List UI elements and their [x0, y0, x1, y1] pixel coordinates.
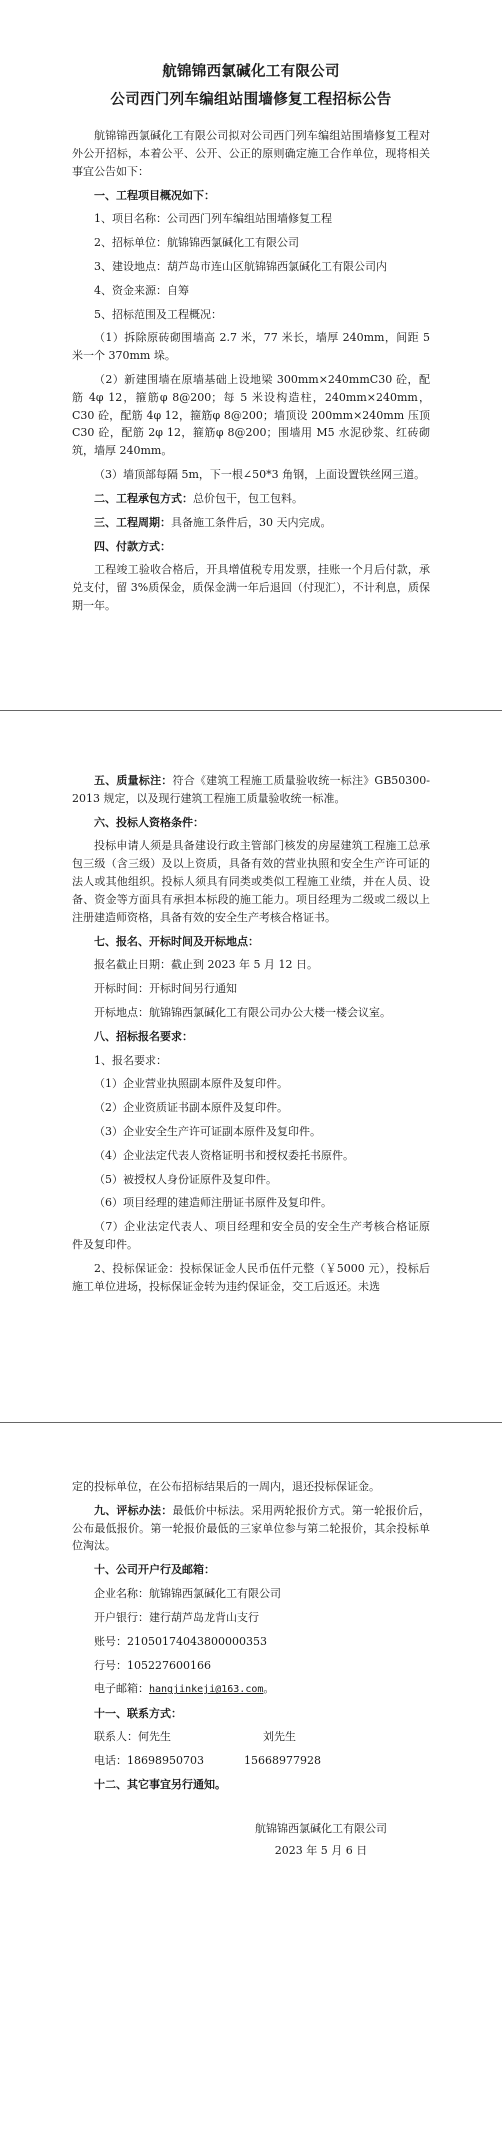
s8-deposit-part-a: 2、投标保证金：投标保证金人民币伍仟元整（￥5000 元），投标后施工单位进场，投标保证金转为违约保证金，交工后返还。未选 [72, 1261, 430, 1293]
section-8-heading: 八、招标报名要求： [94, 1029, 193, 1043]
s7-item-3: 开标地点：航锦锦西氯碱化工有限公司办公大楼一楼会议室。 [94, 1005, 391, 1019]
section-9-text: 最低价中标法。采用两轮报价方式。第一轮报价后，公布最低报价。第一轮报价最低的三家单位参与第二轮报价，其余投标单位淘汰。 [72, 1503, 431, 1553]
section-5-text: 符合《建筑工程施工质量验收统一标注》GB50300-2013 规定，以及现行建筑工程施工质量验收统一标准。 [72, 774, 430, 805]
s8-item-5: （5）被授权人身份证原件及复印件。 [94, 1172, 277, 1186]
contact-2: 刘先生 [263, 1730, 296, 1744]
s8-deposit-part-b: 定的投标单位，在公布招标结果后的一周内，退还投标保证金。 [72, 1480, 380, 1493]
phone-label: 电话： [94, 1754, 127, 1768]
email-end: 。 [263, 1682, 275, 1696]
section-3-heading: 三、工程周期： [94, 515, 171, 529]
s1-item-4: 4、资金来源：自筹 [94, 283, 189, 297]
section-11-heading: 十一、联系方式： [94, 1706, 182, 1720]
section-3-text: 具备施工条件后，30 天内完成。 [171, 515, 332, 529]
s1-item-3: 3、建设地点：葫芦岛市连山区航锦锦西氯碱化工有限公司内 [94, 259, 387, 273]
page-divider-1 [0, 710, 502, 711]
s7-item-2: 开标时间：开标时间另行通知 [94, 982, 237, 996]
section-9 [72, 1502, 430, 1555]
page-2-content [72, 772, 430, 1302]
s10-item-3: 账号：21050174043800000353 [94, 1634, 267, 1648]
section-2-heading: 二、工程承包方式： [94, 491, 193, 505]
phone-1: 18698950703 [127, 1754, 204, 1768]
section-1-heading: 一、工程项目概况如下： [94, 188, 215, 202]
email-label: 电子邮箱： [94, 1682, 149, 1696]
s10-item-2: 开户银行：建行葫芦岛龙背山支行 [94, 1610, 259, 1624]
section-12-heading: 十二、其它事宜另行通知。 [94, 1777, 226, 1791]
s11-phone-line [72, 1752, 430, 1770]
page-1-content [72, 58, 430, 621]
s1-scope-3: （3）墙顶部每隔 5m，下一根∠50*3 角钢，上面设置铁丝网三道。 [94, 468, 426, 482]
intro-paragraph: 航锦锦西氯碱化工有限公司拟对公司西门列车编组站围墙修复工程对外公开招标，本着公平、公开、公正的原则确定施工合作单位，现将相关事宜公告如下： [72, 129, 430, 178]
s10-item-4: 行号：105227600166 [94, 1658, 211, 1672]
s11-contact-line [72, 1728, 430, 1746]
s8-item-2: （2）企业资质证书副本原件及复印件。 [94, 1101, 288, 1115]
section-3 [72, 514, 430, 532]
page-3 [0, 1424, 502, 2133]
section-10-heading: 十、公司开户行及邮箱： [94, 1563, 215, 1577]
email-link[interactable]: hangjinkeji@163.com [149, 1684, 264, 1696]
contact-1: 何先生 [138, 1730, 171, 1744]
section-2-text: 总价包干，包工包料。 [193, 491, 303, 505]
s8-item-6: （6）项目经理的建造师注册证书原件及复印件。 [94, 1196, 332, 1210]
s8-item-7: （7）企业法定代表人、项目经理和安全员的安全生产考核合格证原件及复印件。 [72, 1220, 430, 1252]
signature-date: 2023 年 5 月 6 日 [274, 1843, 368, 1857]
section-4-text: 工程竣工验收合格后，开具增值税专用发票，挂账一个月后付款，承兑支付，留 3%质保金，质保金满一年后退回（付现汇），不计利息，质保期一年。 [72, 563, 430, 612]
section-6-text: 投标申请人须是具备建设行政主管部门核发的房屋建筑工程施工总承包三级（含三级）及以上资质，具备有效的营业执照和安全生产许可证的法人或其他组织。投标人须具有同类或类似工程施工业绩，并在人员、设备、资金等方面具有承担本标段的施工能力。项目经理为二级或二级以上注册建造师资格，具备有效的安全生产考核合格证书。 [72, 839, 430, 924]
s10-item-1: 企业名称：航锦锦西氯碱化工有限公司 [94, 1587, 281, 1601]
page-2 [0, 712, 502, 1422]
s8-item-1: （1）企业营业执照副本原件及复印件。 [94, 1077, 288, 1091]
s8-item-3: （3）企业安全生产许可证副本原件及复印件。 [94, 1125, 321, 1138]
s8-item-4: （4）企业法定代表人资格证明书和授权委托书原件。 [94, 1148, 354, 1162]
doc-title-line1: 航锦锦西氯碱化工有限公司 [162, 63, 340, 80]
contact-label: 联系人： [94, 1730, 138, 1744]
s8-sub-1: 1、报名要求： [94, 1053, 167, 1067]
s1-scope-1: （1）拆除原砖砌围墙高 2.7 米，77 米长，墙厚 240mm，间距 5 米一个 370mm 垛。 [72, 331, 430, 363]
page-3-content [72, 1478, 430, 1859]
s7-item-1: 报名截止日期：截止到 2023 年 5 月 12 日。 [94, 958, 318, 972]
signature-company: 航锦锦西氯碱化工有限公司 [255, 1821, 387, 1835]
section-9-heading: 九、评标办法： [94, 1503, 173, 1517]
s10-email-line [72, 1680, 430, 1698]
section-5 [72, 772, 430, 808]
section-2 [72, 490, 430, 508]
doc-title-line2: 公司西门列车编组站围墙修复工程招标公告 [110, 90, 392, 108]
section-7-heading: 七、报名、开标时间及开标地点： [94, 934, 259, 948]
section-4-heading: 四、付款方式： [94, 539, 171, 553]
page-1 [0, 0, 502, 710]
s1-scope-2: （2）新建围墙在原墙基础上设地梁 300mm×240mmC30 砼，配筋 4φ 12，箍筋φ 8@200；每 5 米设构造柱，240mm×240mm，C30 砼，配筋 4φ 12，箍筋φ 8@200；墙顶设 200mm×240mm 压顶 C30 砼，配筋 2φ 12，箍筋φ 8@200；围墙用 M5 水泥砂浆、红砖砌筑，墙厚 240mm。 [72, 373, 430, 458]
s1-item-1: 1、项目名称：公司西门列车编组站围墙修复工程 [94, 212, 332, 226]
section-6-heading: 六、投标人资格条件： [94, 815, 204, 829]
s1-item-2: 2、招标单位：航锦锦西氯碱化工有限公司 [94, 236, 299, 250]
section-5-heading: 五、质量标注： [94, 774, 173, 787]
page-divider-2 [0, 1422, 502, 1423]
phone-2: 15668977928 [243, 1754, 321, 1768]
s1-item-5: 5、招标范围及工程概况： [94, 307, 222, 321]
